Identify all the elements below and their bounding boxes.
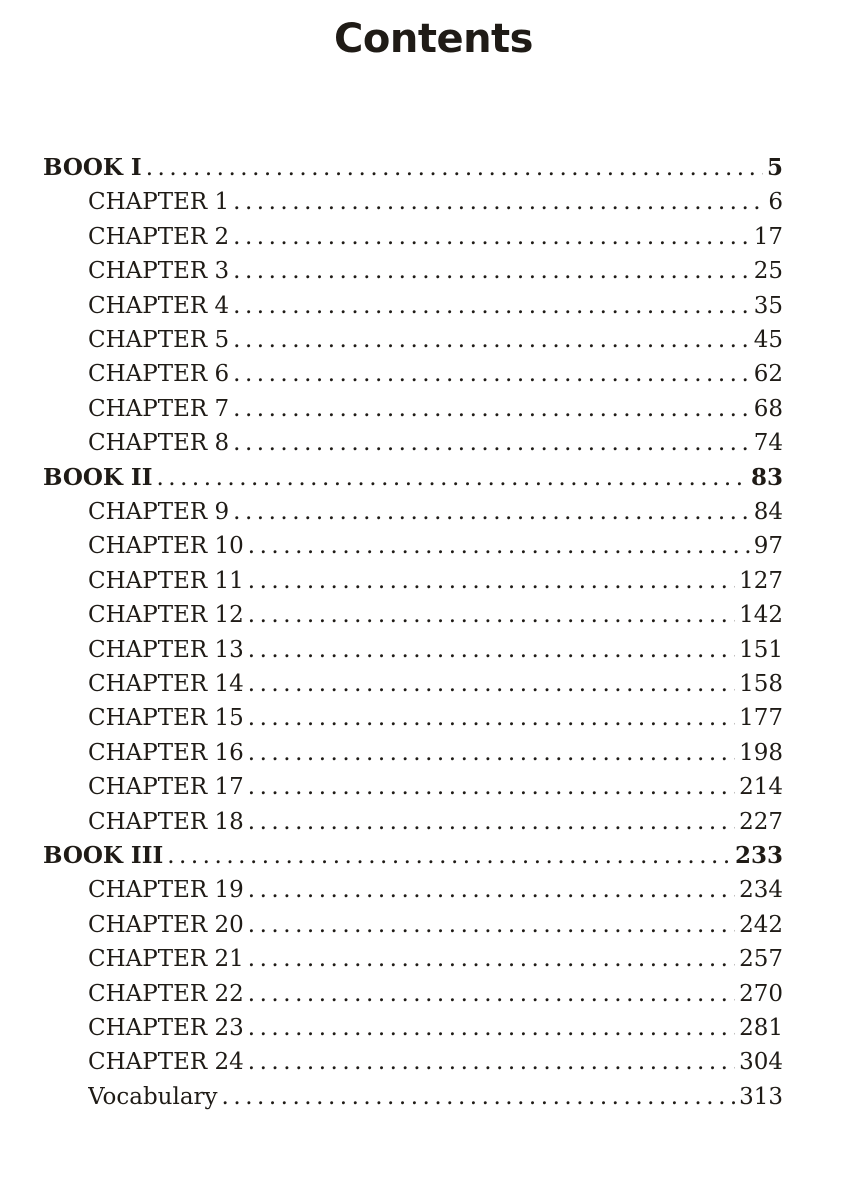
toc-entry-label: CHAPTER 6 — [88, 361, 230, 387]
toc-chapter-entry[interactable] — [88, 977, 783, 1011]
toc-chapter-entry[interactable] — [88, 805, 783, 839]
toc-page-number: 74 — [753, 430, 783, 456]
toc-page-number: 25 — [753, 258, 783, 284]
toc-entry-label: CHAPTER 13 — [88, 637, 244, 663]
toc-chapter-entry[interactable] — [88, 633, 783, 667]
toc-entry-label: CHAPTER 8 — [88, 430, 230, 456]
dot-leader — [248, 598, 735, 632]
toc-chapter-entry[interactable] — [88, 1045, 783, 1079]
toc-book-entry[interactable] — [43, 839, 783, 873]
toc-chapter-entry[interactable] — [88, 667, 783, 701]
toc-page-number: 83 — [750, 464, 783, 491]
toc-page-number: 242 — [739, 912, 783, 938]
dot-leader — [233, 357, 750, 391]
toc-page-number: 177 — [739, 705, 783, 731]
dot-leader — [248, 667, 735, 701]
toc-page-number: 127 — [739, 568, 783, 594]
toc-entry-label: CHAPTER 17 — [88, 774, 244, 800]
toc-page-number: 151 — [739, 637, 783, 663]
dot-leader — [248, 736, 735, 770]
dot-leader — [156, 461, 747, 495]
toc-chapter-entry[interactable] — [88, 908, 783, 942]
toc-entry-label: CHAPTER 3 — [88, 258, 230, 284]
dot-leader — [248, 805, 735, 839]
toc-entry-label: CHAPTER 15 — [88, 705, 244, 731]
toc-page-number: 84 — [753, 499, 783, 525]
toc-entry-label: CHAPTER 19 — [88, 877, 244, 903]
toc-page-number: 6 — [768, 189, 783, 215]
dot-leader — [146, 151, 763, 185]
dot-leader — [233, 289, 750, 323]
toc-page-number: 97 — [753, 533, 783, 559]
toc-page-number: 233 — [734, 842, 783, 869]
toc-entry-label: BOOK I — [43, 154, 142, 181]
toc-entry-label: CHAPTER 18 — [88, 809, 244, 835]
dot-leader — [248, 873, 735, 907]
dot-leader — [248, 564, 735, 598]
toc-entry-label: CHAPTER 4 — [88, 293, 230, 319]
dot-leader — [222, 1080, 736, 1114]
toc-chapter-entry[interactable] — [88, 736, 783, 770]
toc-entry-label: CHAPTER 23 — [88, 1015, 244, 1041]
toc-page-number: 62 — [753, 361, 783, 387]
toc-chapter-entry[interactable] — [88, 564, 783, 598]
toc-entry-label: CHAPTER 9 — [88, 499, 230, 525]
toc-chapter-entry[interactable] — [88, 598, 783, 632]
toc-chapter-entry[interactable] — [88, 323, 783, 357]
toc-entry-label: CHAPTER 11 — [88, 568, 244, 594]
toc-chapter-entry[interactable] — [88, 1080, 783, 1114]
dot-leader — [248, 1011, 735, 1045]
dot-leader — [233, 254, 750, 288]
dot-leader — [248, 942, 735, 976]
toc-entry-label: Vocabulary — [88, 1084, 218, 1110]
toc-chapter-entry[interactable] — [88, 426, 783, 460]
dot-leader — [248, 529, 750, 563]
dot-leader — [167, 839, 731, 873]
dot-leader — [248, 908, 735, 942]
toc-page-number: 257 — [739, 946, 783, 972]
toc-entry-label: CHAPTER 24 — [88, 1049, 244, 1075]
toc-page-number: 68 — [753, 396, 783, 422]
toc-page-number: 234 — [739, 877, 783, 903]
toc-chapter-entry[interactable] — [88, 289, 783, 323]
dot-leader — [248, 633, 735, 667]
toc-chapter-entry[interactable] — [88, 873, 783, 907]
toc-entry-label: CHAPTER 5 — [88, 327, 230, 353]
toc-chapter-entry[interactable] — [88, 357, 783, 391]
toc-chapter-entry[interactable] — [88, 701, 783, 735]
toc-entry-label: CHAPTER 21 — [88, 946, 244, 972]
toc-page-number: 270 — [739, 981, 783, 1007]
toc-page-number: 17 — [753, 224, 783, 250]
toc-book-entry[interactable] — [43, 461, 783, 495]
toc-entry-label: CHAPTER 2 — [88, 224, 230, 250]
toc-entry-label: CHAPTER 1 — [88, 189, 230, 215]
toc-chapter-entry[interactable] — [88, 220, 783, 254]
toc-entry-label: CHAPTER 14 — [88, 671, 244, 697]
dot-leader — [233, 426, 750, 460]
toc-page-number: 281 — [739, 1015, 783, 1041]
toc-chapter-entry[interactable] — [88, 185, 783, 219]
toc-chapter-entry[interactable] — [88, 495, 783, 529]
toc-entry-label: CHAPTER 16 — [88, 740, 244, 766]
toc-page-number: 45 — [753, 327, 783, 353]
toc-entry-label: CHAPTER 12 — [88, 602, 244, 628]
toc-entry-label: CHAPTER 7 — [88, 396, 230, 422]
toc-entry-label: BOOK II — [43, 464, 153, 491]
toc-page-number: 35 — [753, 293, 783, 319]
toc-entry-label: CHAPTER 20 — [88, 912, 244, 938]
toc-page-number: 5 — [766, 154, 783, 181]
toc-entry-label: BOOK III — [43, 842, 164, 869]
toc-chapter-entry[interactable] — [88, 942, 783, 976]
dot-leader — [248, 770, 735, 804]
toc-chapter-entry[interactable] — [88, 770, 783, 804]
dot-leader — [233, 495, 750, 529]
toc-chapter-entry[interactable] — [88, 254, 783, 288]
toc-chapter-entry[interactable] — [88, 392, 783, 426]
dot-leader — [248, 977, 735, 1011]
dot-leader — [233, 185, 764, 219]
page-title: Contents — [334, 16, 533, 62]
toc-page-number: 227 — [739, 809, 783, 835]
dot-leader — [248, 1045, 735, 1079]
toc-chapter-entry[interactable] — [88, 1011, 783, 1045]
toc-page-number: 142 — [739, 602, 783, 628]
toc-entry-label: CHAPTER 10 — [88, 533, 244, 559]
dot-leader — [233, 220, 750, 254]
dot-leader — [233, 323, 750, 357]
toc-book-entry[interactable] — [43, 151, 783, 185]
toc-page-number: 158 — [739, 671, 783, 697]
toc-page-number: 313 — [739, 1084, 783, 1110]
toc-page-number: 214 — [739, 774, 783, 800]
dot-leader — [233, 392, 750, 426]
toc-chapter-entry[interactable] — [88, 529, 783, 563]
toc-page-number: 304 — [739, 1049, 783, 1075]
toc-page-number: 198 — [739, 740, 783, 766]
dot-leader — [248, 701, 735, 735]
toc-entry-label: CHAPTER 22 — [88, 981, 244, 1007]
